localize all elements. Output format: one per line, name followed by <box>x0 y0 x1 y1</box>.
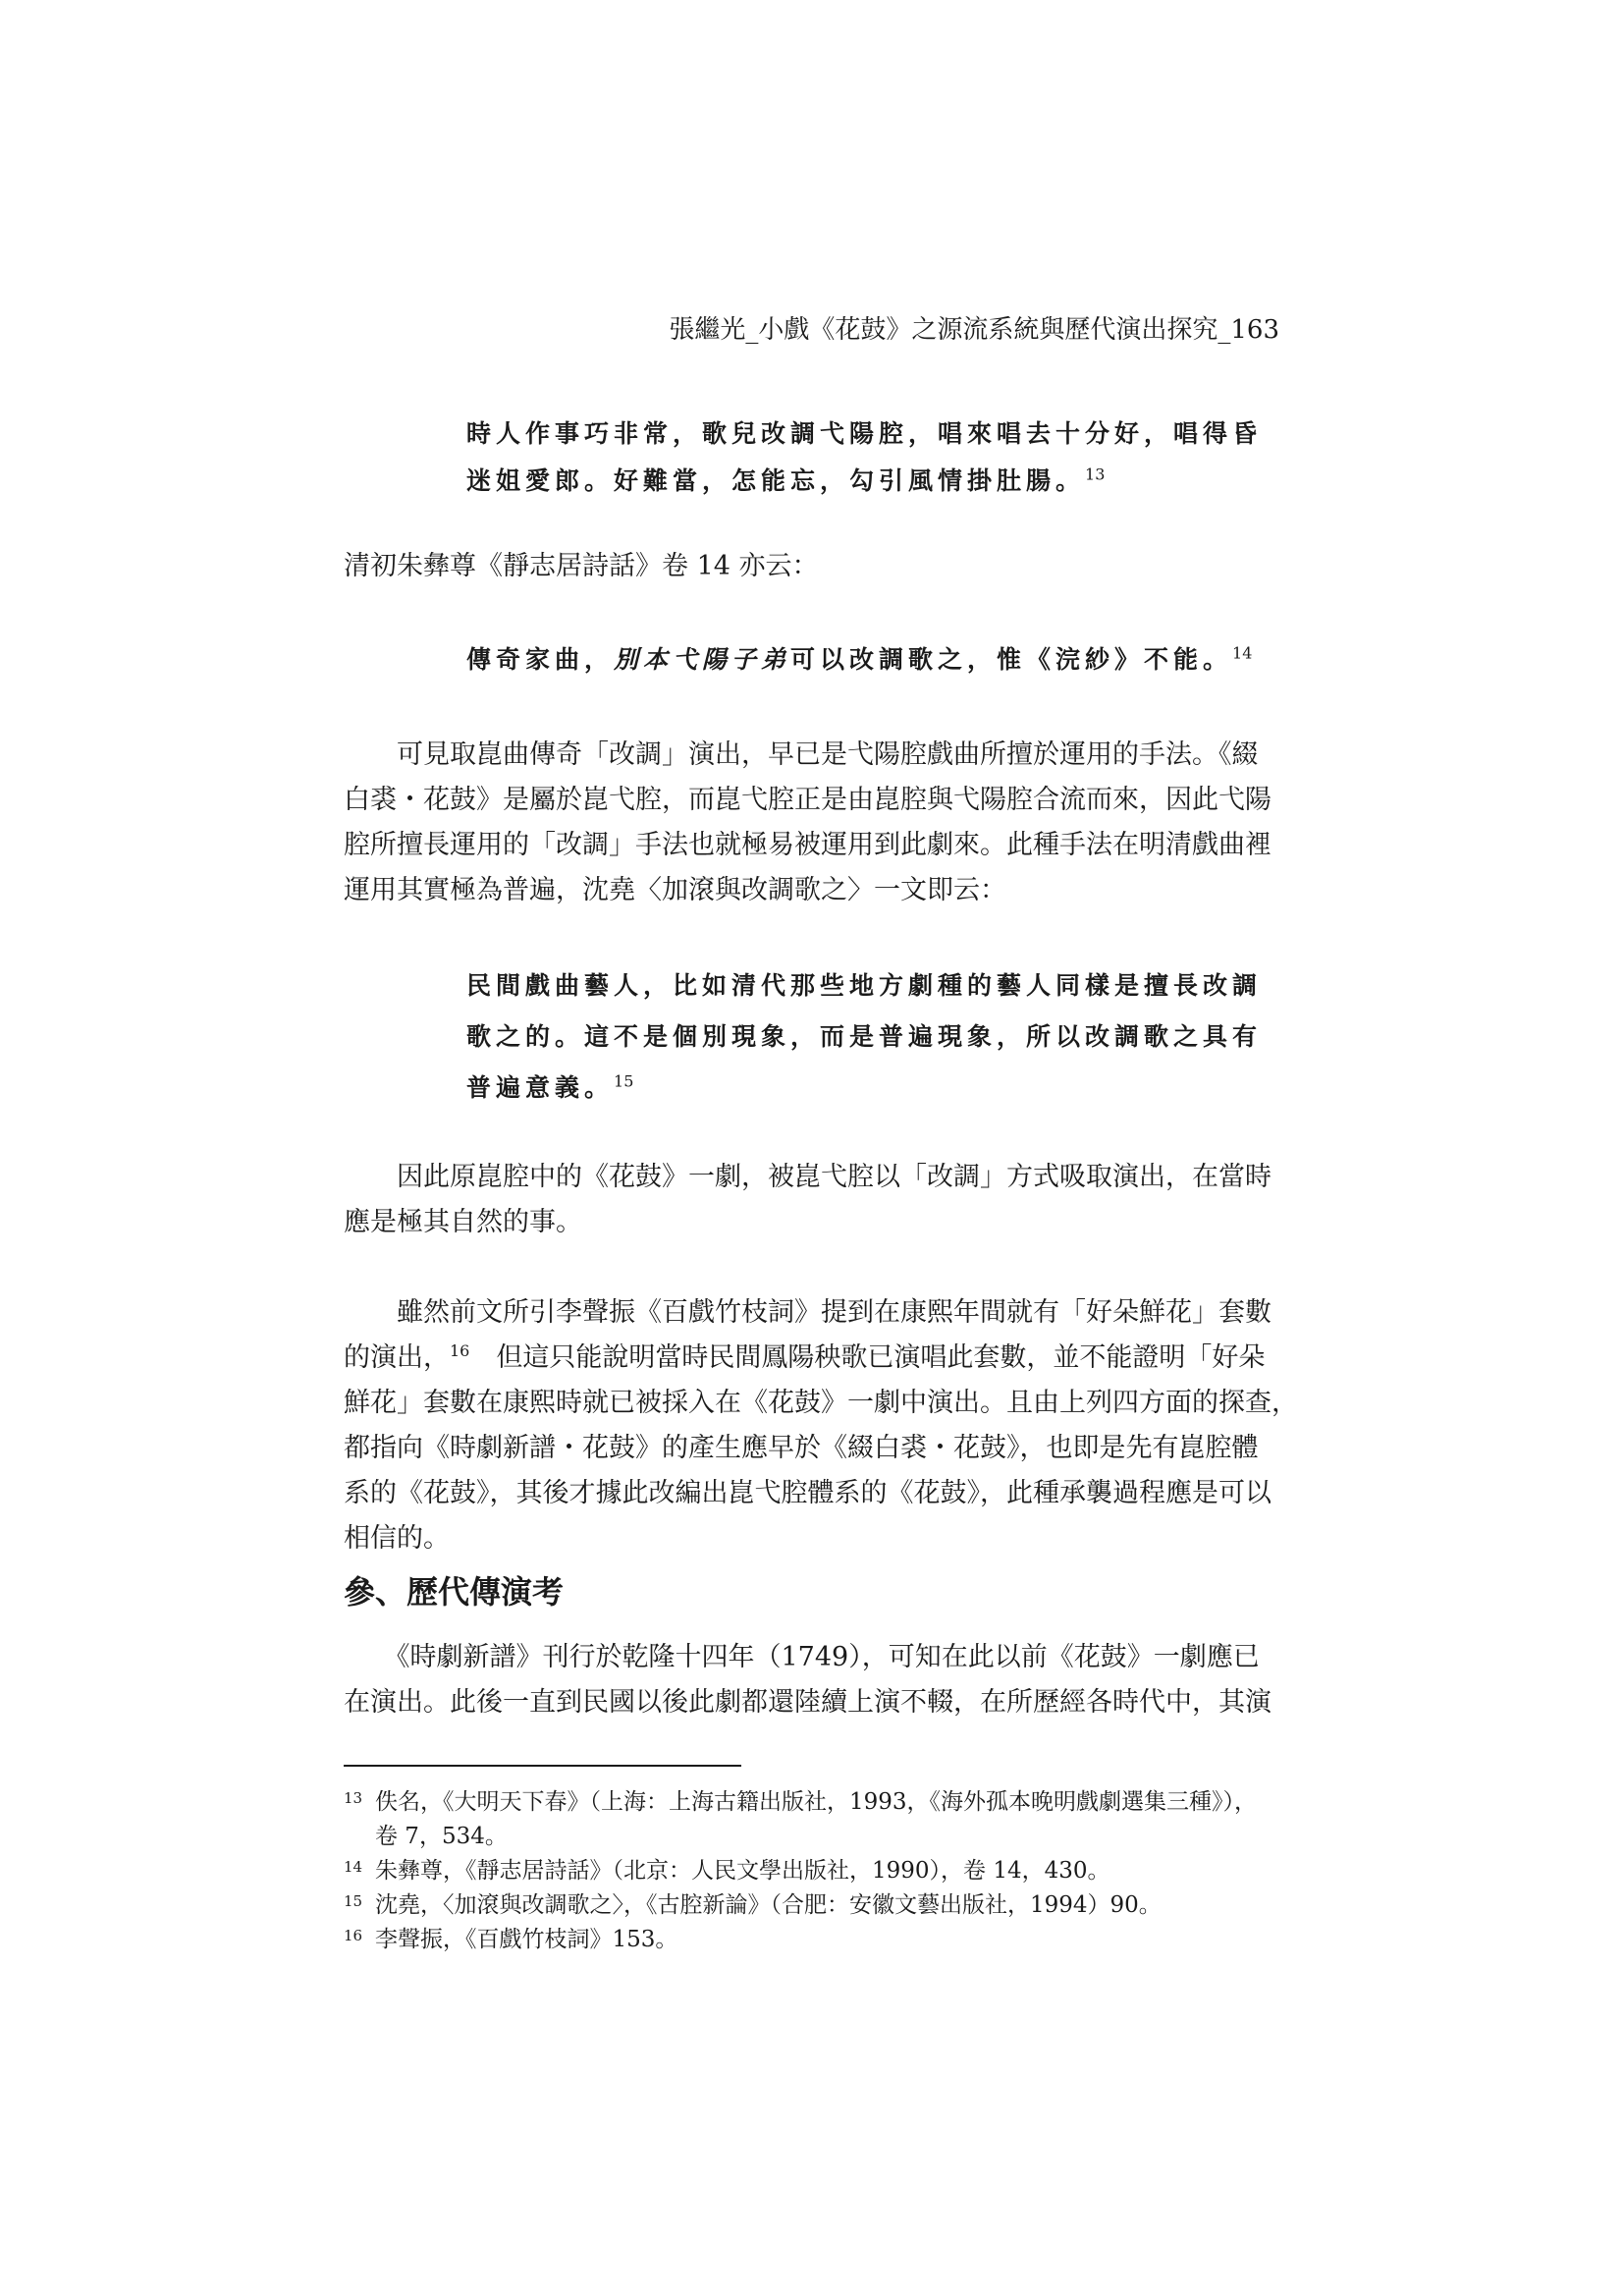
footnote-ref-15[interactable]: 15 <box>614 1071 634 1091</box>
paragraph-line: 雖然前文所引李聲振《百戲竹枝詞》提到在康熙年間就有「好朵鮮花」套數 <box>344 1297 1271 1328</box>
running-header: 張繼光_小戲《花鼓》之源流系統與歷代演出探究_163 <box>669 315 1279 345</box>
footnote-number: 13 <box>344 1789 363 1807</box>
paragraph-4 <box>344 1635 1306 1725</box>
paragraph-line: 應是極其自然的事。 <box>344 1207 582 1237</box>
paragraph-1 <box>344 733 1306 913</box>
footnote-15 <box>344 1888 1306 1923</box>
footnote-text: 佚名，《大明天下春》（上海：上海古籍出版社，1993，《海外孤本晚明戲劇選集三種》）， <box>375 1789 1258 1815</box>
footnote-text: 朱彝尊，《靜志居詩話》（北京：人民文學出版社，1990），卷 14，430。 <box>375 1858 1110 1884</box>
paragraph-line: 白裘・花鼓》是屬於崑弋腔，而崑弋腔正是由崑腔與弋陽腔合流而來，因此弋陽 <box>344 785 1271 815</box>
intro-line <box>344 544 1306 589</box>
quote-line <box>466 636 1253 683</box>
block-quote-3 <box>466 960 1263 1114</box>
block-quote-2 <box>466 636 1253 683</box>
paragraph-line: 可見取崑曲傳奇「改調」演出，早已是弋陽腔戲曲所擅於運用的手法。《綴 <box>344 739 1259 770</box>
block-quote-1 <box>466 410 1263 505</box>
footnote-number: 16 <box>344 1927 363 1944</box>
paragraph-line: 運用其實極為普遍，沈堯〈加滾與改調歌之〉一文即云： <box>344 875 1006 905</box>
footnote-ref-13[interactable]: 13 <box>1085 465 1106 484</box>
footnote-number: 14 <box>344 1858 363 1876</box>
quote-line: 民間戲曲藝人，比如清代那些地方劇種的藝人同樣是擅長改調 <box>466 971 1263 1000</box>
paragraph-line: 《時劇新譜》刊行於乾隆十四年（1749），可知在此以前《花鼓》一劇應已 <box>344 1642 1260 1672</box>
footnote-ref-14[interactable]: 14 <box>1232 643 1253 663</box>
paragraph-line: 鮮花」套數在康熙時就已被採入在《花鼓》一劇中演出。且由上列四方面的探查， <box>344 1388 1298 1418</box>
section-heading: 參、歷代傳演考 <box>344 1573 565 1611</box>
quote-line-text: 迷姐愛郎。好難當，怎能忘，勾引風情掛肚腸。 <box>466 466 1086 495</box>
footnotes <box>344 1785 1306 1957</box>
footnote-number: 15 <box>344 1892 363 1910</box>
paragraph-line: 因此原崑腔中的《花鼓》一劇，被崑弋腔以「改調」方式吸取演出，在當時 <box>344 1162 1271 1192</box>
paragraph-text-before: 的演出， <box>344 1342 450 1373</box>
quote-text-before: 傳奇家曲， <box>466 645 615 674</box>
quote-line-with-ref <box>466 1063 1232 1114</box>
footnote-ref-16[interactable]: 16 <box>450 1341 470 1360</box>
footnote-13 <box>344 1785 1306 1854</box>
paragraph-line: 相信的。 <box>344 1523 450 1554</box>
intro-text: 清初朱彝尊《靜志居詩話》卷 14 亦云： <box>344 551 819 581</box>
footnote-text: 沈堯，〈加滾與改調歌之〉，《古腔新論》（合肥：安徽文藝出版社，1994）90。 <box>375 1892 1162 1918</box>
footnote-16 <box>344 1923 1306 1957</box>
paragraph-line: 都指向《時劇新譜・花鼓》的產生應早於《綴白裘・花鼓》，也即是先有崑腔體 <box>344 1433 1259 1463</box>
quote-line: 歌之的。這不是個別現象，而是普遍現象，所以改調歌之具有 <box>466 1022 1263 1051</box>
footnote-divider <box>344 1765 741 1767</box>
paragraph-2 <box>344 1155 1306 1245</box>
paragraph-line: 在演出。此後一直到民國以後此劇都還陸續上演不輟，在所歷經各時代中，其演 <box>344 1687 1271 1718</box>
paragraph-line: 腔所擅長運用的「改調」手法也就極易被運用到此劇來。此種手法在明清戲曲裡 <box>344 830 1271 860</box>
quote-emphasis: 別本弋陽子弟 <box>614 645 791 674</box>
quote-text-after: 可以改調歌之，惟《浣紗》不能。 <box>790 645 1233 674</box>
footnote-text: 李聲振，《百戲竹枝詞》153。 <box>375 1927 678 1952</box>
paragraph-3 <box>344 1290 1306 1561</box>
footnote-14 <box>344 1854 1306 1888</box>
quote-line-with-ref <box>466 458 1232 505</box>
paragraph-line-with-ref <box>344 1336 1306 1381</box>
quote-line: 時人作事巧非常，歌兒改調弋陽腔，唱來唱去十分好，唱得昏 <box>466 419 1263 448</box>
paragraph-line: 系的《花鼓》，其後才據此改編出崑弋腔體系的《花鼓》，此種承襲過程應是可以 <box>344 1478 1271 1508</box>
footnote-text-continued: 卷 7，534。 <box>375 1824 508 1849</box>
paragraph-text-after: 但這只能說明當時民間鳳陽秧歌已演唱此套數，並不能證明「好朵 <box>469 1342 1266 1373</box>
quote-line-text: 普遍意義。 <box>466 1073 615 1102</box>
